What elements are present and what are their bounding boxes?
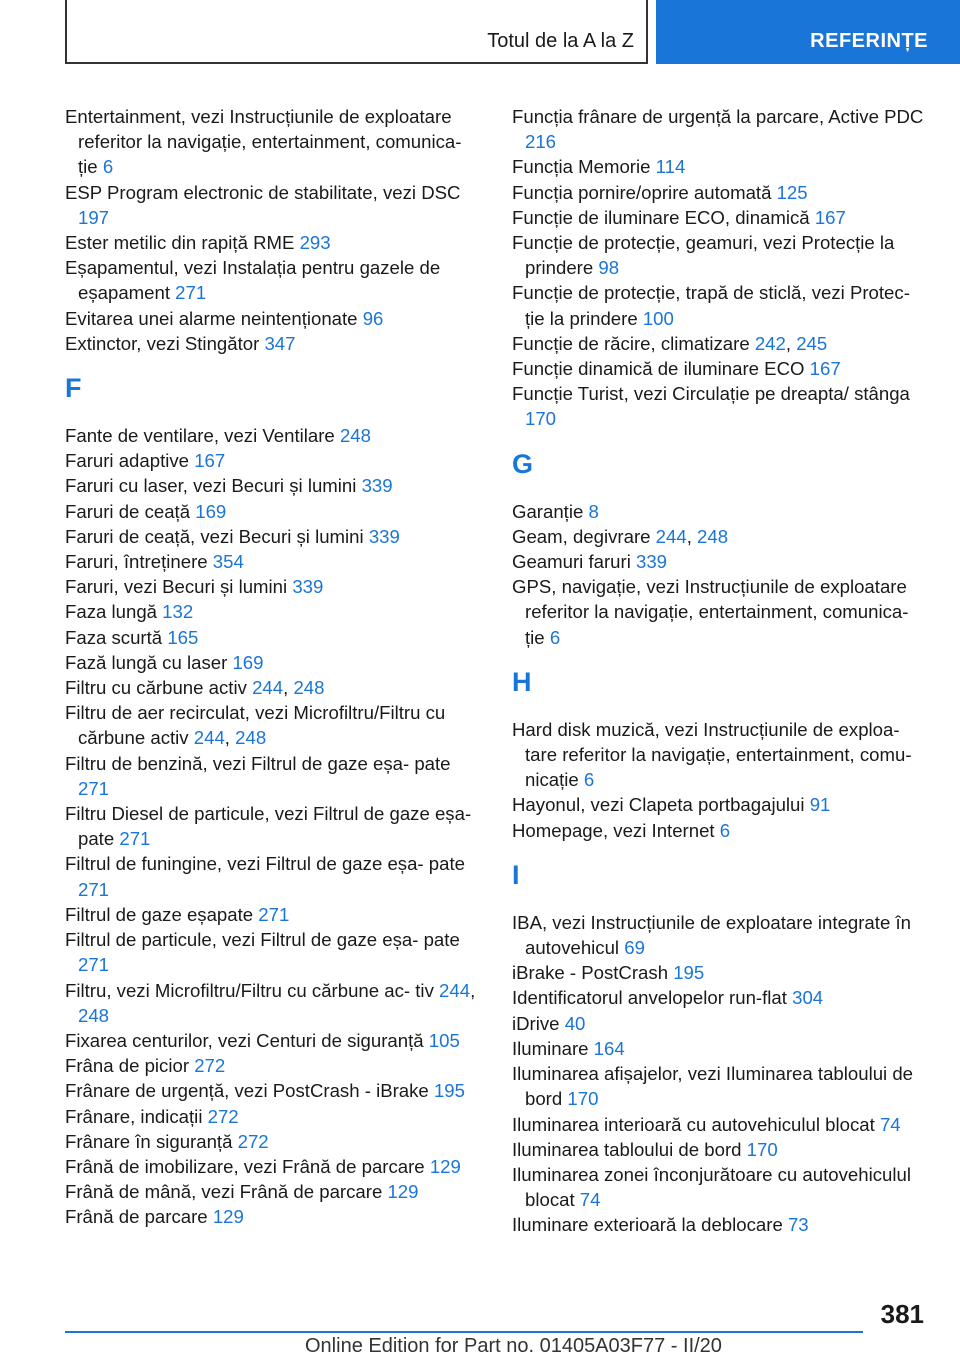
page-reference-link[interactable]: 167 <box>814 206 846 228</box>
index-entry <box>65 1154 485 1179</box>
index-entry-text: Extinctor, vezi Stingător <box>65 332 260 354</box>
index-entry <box>65 801 485 851</box>
page-reference-link[interactable]: 271 <box>78 777 110 799</box>
page-reference-link[interactable]: 271 <box>119 828 151 850</box>
index-entry-text: Fante de ventilare, vezi Ventilare <box>65 425 335 447</box>
index-entry <box>512 1162 932 1212</box>
page-reference-link[interactable]: 244 <box>655 525 687 547</box>
page-reference-link[interactable]: 69 <box>624 937 645 959</box>
page-reference-link[interactable]: 197 <box>78 206 110 228</box>
index-entry-text: Frână de imobilizare, vezi Frână de parcare <box>65 1155 425 1177</box>
page-reference-link[interactable]: 98 <box>598 257 620 279</box>
header-section-box <box>65 0 648 64</box>
index-entry <box>65 255 485 305</box>
index-entry <box>65 1204 485 1229</box>
index-entry <box>512 985 932 1010</box>
section-title: Totul de la A la Z <box>487 30 634 52</box>
page-reference-link[interactable]: 248 <box>235 727 267 749</box>
page-reference-link[interactable]: 129 <box>212 1206 244 1228</box>
index-letter-heading: I <box>512 859 520 890</box>
index-entry-text: Funcție Turist, vezi Circulație pe dreapta/ stânga <box>512 383 910 405</box>
index-entry-text: Iluminare exterioară la deblocare <box>512 1214 783 1236</box>
index-entry-text: Ester metilic din rapiță RME <box>65 232 295 254</box>
page-reference-link[interactable]: 100 <box>642 307 674 329</box>
index-entry-text: Filtrul de gaze eșapate <box>65 903 254 925</box>
index-entry <box>65 306 485 331</box>
index-entry <box>512 1112 932 1137</box>
index-entry-text: Identificatorul anvelopelor run-flat <box>512 987 787 1009</box>
index-entry: Filtru, vezi Microfiltru/Filtru cu cărbune ac‐ tiv 244, 248 <box>65 979 476 1026</box>
index-entry-text: Frânare de urgență, vezi PostCrash - iBrake <box>65 1080 429 1102</box>
index-entry <box>512 792 932 817</box>
page-reference-link[interactable]: 271 <box>258 903 290 925</box>
index-entry <box>512 230 932 280</box>
index-entry-text: Funcția pornire/oprire automată <box>512 181 772 203</box>
index-entry <box>65 230 485 255</box>
page-reference-link[interactable]: 244 <box>439 979 471 1001</box>
index-entry <box>512 574 932 650</box>
index-entry <box>65 499 485 524</box>
index-letter-heading: F <box>65 373 82 404</box>
index-entry <box>512 818 932 843</box>
index-entry-text: Faruri, întreținere <box>65 551 208 573</box>
page-reference-link[interactable]: 167 <box>809 358 841 380</box>
index-entry <box>512 1036 932 1061</box>
index-entry-text: Fază lungă cu laser <box>65 651 228 673</box>
index-entry <box>512 960 932 985</box>
index-entry-text: IBA, vezi Instrucțiunile de exploatare integrate în autovehicul <box>512 911 911 959</box>
index-entry-text: Entertainment, vezi Instrucțiunile de exploatare referitor la navigație, entertainment, comunica‐ ție <box>65 106 462 178</box>
index-entry-text: iBrake - PostCrash <box>512 962 669 984</box>
index-entry-text: Garanție <box>512 500 584 522</box>
index-entry-text: Faza lungă <box>65 601 157 623</box>
page-reference-link[interactable]: 248 <box>339 425 371 447</box>
page-reference-link[interactable]: 6 <box>102 156 114 178</box>
page-reference-link[interactable]: 74 <box>879 1113 901 1135</box>
page-reference-link[interactable]: 354 <box>212 551 244 573</box>
index-entry <box>65 104 485 180</box>
page-reference-link[interactable]: 271 <box>175 282 207 304</box>
index-entry <box>512 717 932 793</box>
index-entry <box>512 381 932 431</box>
index-entry <box>65 1179 485 1204</box>
index-entry-text: Hard disk muzică, vezi Instrucțiunile de exploa‐ tare referitor la navigație, entertainment, comu‐ nicație <box>512 718 912 791</box>
index-entry <box>512 154 932 179</box>
index-entry <box>65 927 485 977</box>
index-entry-text: Funcție de răcire, climatizare <box>512 332 750 354</box>
index-entry: Funcție de răcire, climatizare 242, 245 <box>512 332 828 354</box>
page-reference-link[interactable]: 6 <box>719 819 731 841</box>
page-reference-link[interactable]: 6 <box>583 769 595 791</box>
index-entry <box>65 599 485 624</box>
index-entry-text: GPS, navigație, vezi Instrucțiunile de exploatare referitor la navigație, entertainment, comunica‐ ție <box>512 576 909 648</box>
index-entry <box>512 280 932 330</box>
index-entry <box>512 1011 932 1036</box>
page-reference-link[interactable]: 8 <box>588 500 599 522</box>
index-entry-text: Iluminarea afișajelor, vezi Iluminarea tabloului de bord <box>512 1063 914 1110</box>
page-reference-link[interactable]: 169 <box>195 500 227 522</box>
page-reference-link[interactable]: 105 <box>428 1029 460 1051</box>
page-reference-link[interactable]: 73 <box>787 1214 809 1236</box>
index-entry <box>512 205 932 230</box>
page-reference-link[interactable]: 169 <box>232 651 264 673</box>
index-entry <box>65 625 485 650</box>
index-entry-text: iDrive <box>512 1012 560 1034</box>
index-entry <box>65 650 485 675</box>
index-entry <box>512 910 932 960</box>
page-reference-link[interactable]: 271 <box>78 878 110 900</box>
index-entry-text: Filtru de benzină, vezi Filtrul de gaze eșa‐ pate <box>65 752 451 774</box>
index-entry-text: Funcția Memorie <box>512 156 651 178</box>
index-entry <box>65 1053 485 1078</box>
index-entry-text: Filtrul de funingine, vezi Filtrul de gaze eșa‐ pate <box>65 853 465 875</box>
page-reference-link[interactable]: 129 <box>387 1181 419 1203</box>
index-entry <box>65 448 485 473</box>
footer-divider <box>65 1331 863 1333</box>
index-entry <box>65 549 485 574</box>
index-entry-text: Frânare în siguranță <box>65 1130 233 1152</box>
index-entry <box>65 1028 485 1053</box>
index-entry <box>65 1078 485 1103</box>
index-entry-text: Funcție de protecție, geamuri, vezi Protecție la prindere <box>512 232 895 279</box>
index-entry-text: Homepage, vezi Internet <box>512 819 715 841</box>
page-reference-link[interactable]: 272 <box>207 1105 239 1127</box>
page-reference-link[interactable]: 242 <box>754 332 786 354</box>
page-reference-link[interactable]: 244 <box>252 677 284 699</box>
index-entry <box>65 1104 485 1129</box>
page-reference-link[interactable]: 125 <box>776 181 808 203</box>
header-chapter-tab[interactable] <box>656 0 960 64</box>
index-entry: Filtru cu cărbune activ 244, 248 <box>65 677 325 699</box>
page-reference-link[interactable]: 248 <box>293 677 325 699</box>
page-reference-link[interactable]: 170 <box>746 1138 778 1160</box>
page-reference-link[interactable]: 271 <box>78 954 110 976</box>
page-reference-link[interactable]: 245 <box>796 332 828 354</box>
index-entry-text: Funcție dinamică de iluminare ECO <box>512 358 805 380</box>
page-reference-link[interactable]: 74 <box>579 1189 601 1211</box>
page-reference-link[interactable]: 339 <box>636 551 668 573</box>
index-entry-text: Faruri adaptive <box>65 450 190 472</box>
index-entry-text: Faruri, vezi Becuri și lumini <box>65 576 288 598</box>
index-entry <box>65 751 485 801</box>
page-reference-link[interactable]: 347 <box>264 332 296 354</box>
page-reference-link[interactable]: 339 <box>292 576 324 598</box>
page-reference-link[interactable]: 248 <box>78 1004 110 1026</box>
index-entry <box>512 180 932 205</box>
index-entry <box>65 423 485 448</box>
index-entry <box>65 851 485 901</box>
index-entry-text: Iluminarea interioară cu autovehiculul blocat <box>512 1113 875 1135</box>
page-reference-link[interactable]: 304 <box>792 987 824 1009</box>
index-entry <box>512 356 932 381</box>
footer-edition: Online Edition for Part no. 01405A03F77 - II/20 <box>305 1335 722 1357</box>
index-entry-text: Faruri de ceață, vezi Becuri și lumini <box>65 525 364 547</box>
index-entry <box>512 1137 932 1162</box>
index-entry <box>65 473 485 498</box>
index-entry-text: Eșapamentul, vezi Instalația pentru gazele de eșapament <box>65 257 441 304</box>
index-column-right <box>512 104 932 1238</box>
page-reference-link[interactable]: 114 <box>655 156 686 178</box>
index-entry-text: Faza scurtă <box>65 626 163 648</box>
page-reference-link[interactable]: 244 <box>193 727 225 749</box>
index-entry-text: Frână de parcare <box>65 1206 208 1228</box>
page-reference-link[interactable]: 40 <box>564 1012 586 1034</box>
index-entry <box>512 1061 932 1111</box>
index-entry-text: Geamuri faruri <box>512 551 631 573</box>
index-entry <box>512 499 932 524</box>
index-entry <box>65 180 485 230</box>
index-entry <box>65 574 485 599</box>
page-reference-link[interactable]: 96 <box>362 307 384 329</box>
index-entry-text: Hayonul, vezi Clapeta portbagajului <box>512 794 805 816</box>
index-entry-text: Fixarea centurilor, vezi Centuri de siguranță <box>65 1029 424 1051</box>
page-reference-link[interactable]: 216 <box>525 131 557 153</box>
index-entry-text: Filtru Diesel de particule, vezi Filtrul de gaze eșa‐ pate <box>65 803 472 850</box>
page-reference-link[interactable]: 195 <box>673 962 705 984</box>
index-entry-text: Faruri de ceață <box>65 500 191 522</box>
page-reference-link[interactable]: 272 <box>237 1130 269 1152</box>
page-reference-link[interactable]: 6 <box>549 626 561 648</box>
index-entry-text: Faruri cu laser, vezi Becuri și lumini <box>65 475 357 497</box>
index-entry-text: Filtru cu cărbune activ <box>65 677 247 699</box>
page-reference-link[interactable]: 293 <box>299 232 331 254</box>
index-entry-text: Frâna de picior <box>65 1055 190 1077</box>
index-entry-text: Funcție de iluminare ECO, dinamică <box>512 206 810 228</box>
index-entry <box>65 524 485 549</box>
index-entry <box>65 1129 485 1154</box>
page-reference-link[interactable]: 167 <box>194 450 226 472</box>
index-entry-text: Funcția frânare de urgență la parcare, Active PDC <box>512 106 924 127</box>
page-reference-link[interactable]: 132 <box>162 601 194 623</box>
index-entry-text: Iluminarea zonei înconjurătoare cu autovehiculul blocat <box>512 1163 911 1211</box>
index-entry <box>65 331 485 356</box>
index-letter-heading: G <box>512 448 534 479</box>
page-reference-link[interactable]: 129 <box>429 1155 461 1177</box>
page-reference-link[interactable]: 170 <box>525 408 557 430</box>
index-entry-text: Evitarea unei alarme neintenționate <box>65 307 358 329</box>
index-letter-heading: H <box>512 666 532 697</box>
page-number: 381 <box>880 1299 924 1329</box>
index-entry: Geam, degivrare 244, 248 <box>512 525 729 547</box>
page-reference-link[interactable]: 195 <box>433 1080 465 1102</box>
index-entry <box>512 1212 932 1237</box>
page-reference-link[interactable]: 165 <box>167 626 199 648</box>
index-entry-text: Frânare, indicații <box>65 1105 203 1127</box>
index-entry-text: Geam, degivrare <box>512 525 651 547</box>
page-reference-link[interactable]: 272 <box>194 1055 226 1077</box>
page-reference-link[interactable]: 91 <box>809 794 831 816</box>
index-entry-text: ESP Program electronic de stabilitate, vezi DSC <box>65 181 461 203</box>
page-reference-link[interactable]: 164 <box>593 1037 625 1059</box>
page-reference-link[interactable]: 339 <box>361 475 393 497</box>
index-entry <box>65 902 485 927</box>
page-reference-link[interactable]: 339 <box>368 525 400 547</box>
index-entry-text: Funcție de protecție, trapă de sticlă, vezi Protec‐ ție la prindere <box>512 282 910 329</box>
index-entry-text: Frână de mână, vezi Frână de parcare <box>65 1181 383 1203</box>
index-entry-text: Filtru, vezi Microfiltru/Filtru cu cărbune ac‐ tiv <box>65 979 434 1001</box>
index-entry-text: Filtrul de particule, vezi Filtrul de gaze eșa‐ pate <box>65 929 460 951</box>
index-column-left <box>65 104 485 1230</box>
index-entry-text: Iluminarea tabloului de bord <box>512 1138 742 1160</box>
chapter-title: REFERINȚE <box>810 30 928 52</box>
page-reference-link[interactable]: 170 <box>567 1088 599 1110</box>
index-entry <box>512 104 932 154</box>
index-entry-text: Iluminare <box>512 1037 589 1059</box>
index-entry: Filtru de aer recirculat, vezi Microfiltru/Filtru cu cărbune activ 244, 248 <box>65 702 446 749</box>
page-reference-link[interactable]: 248 <box>697 525 729 547</box>
index-entry-text: Filtru de aer recirculat, vezi Microfiltru/Filtru cu cărbune activ <box>65 702 446 749</box>
index-entry <box>512 549 932 574</box>
